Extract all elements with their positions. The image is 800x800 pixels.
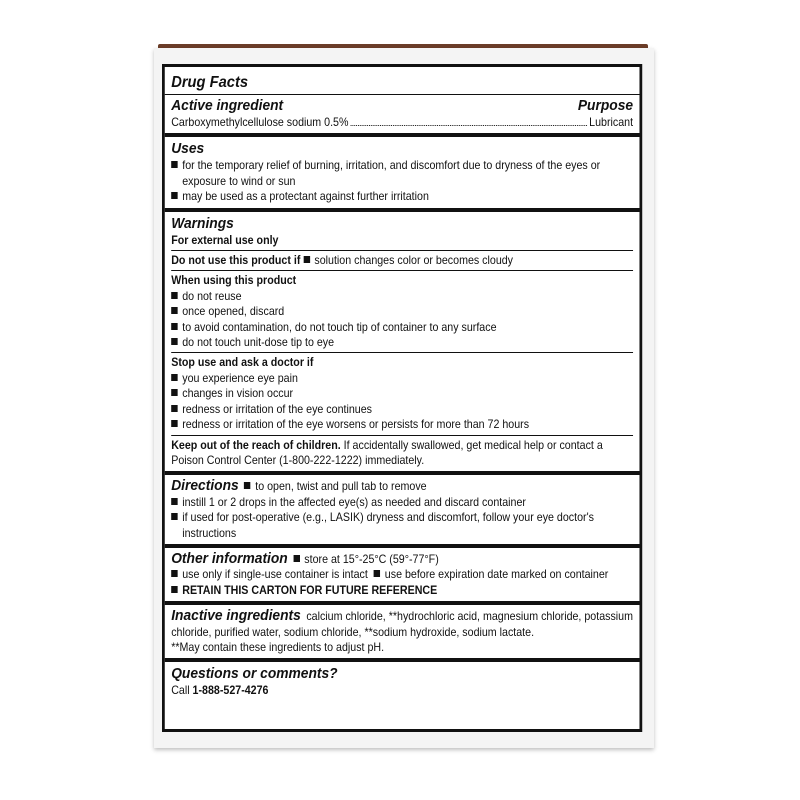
when-using-item: once opened, discard [171, 304, 633, 319]
external-use-warning: For external use only [171, 233, 279, 247]
directions-item: instill 1 or 2 drops in the affected eye(s) as needed and discard container [171, 495, 633, 510]
when-using-item: to avoid contamination, do not touch tip of container to any surface [171, 320, 633, 335]
drug-facts-title: Drug Facts [171, 74, 249, 91]
bullet-square-icon [171, 586, 177, 593]
other-info-row: RETAIN THIS CARTON FOR FUTURE REFERENCE [171, 583, 633, 598]
section-divider [165, 658, 640, 662]
bullet-square-icon [171, 513, 177, 520]
when-using-label: When using this product [171, 274, 297, 288]
uses-item: may be used as a protectant against further irritation [171, 189, 633, 204]
purpose-heading: Purpose [577, 97, 634, 114]
bullet-square-icon [171, 389, 177, 396]
bullet-square-icon [171, 338, 177, 345]
divider [165, 94, 640, 95]
do-not-use-row: Do not use this product if solution changes color or becomes cloudy [171, 254, 514, 268]
phone-number: 1-888-527-4276 [192, 684, 269, 698]
section-divider [165, 601, 640, 605]
active-header-row [171, 97, 633, 115]
section-divider [165, 208, 640, 212]
bullet-square-icon [374, 570, 380, 577]
other-information-heading: Other information [171, 549, 288, 567]
stop-use-label: Stop use and ask a doctor if [171, 356, 314, 370]
divider [171, 352, 633, 353]
bullet-square-icon [293, 555, 299, 562]
bullet-square-icon [171, 161, 177, 168]
bullet-square-icon [171, 307, 177, 314]
stop-use-item: changes in vision occur [171, 386, 633, 401]
stop-use-item: redness or irritation of the eye worsens or persists for more than 72 hours [171, 417, 633, 432]
active-ingredient-row [171, 115, 633, 130]
bullet-square-icon [171, 374, 177, 381]
bullet-square-icon [171, 420, 177, 427]
bullet-square-icon [171, 405, 177, 412]
other-info-first-row: Other information store at 15°-25°C (59°-77°F) [171, 549, 439, 567]
directions-first-row: Directions to open, twist and pull tab to remove [171, 477, 427, 495]
divider [171, 250, 633, 251]
stop-use-item: redness or irritation of the eye continues [171, 402, 633, 417]
inactive-ingredients: Inactive ingredients calcium chloride, **hydrochloric acid, magnesium chloride, potassium chloride, purified water, sodium chloride, **sodium hydroxide, sodium lactate. [171, 607, 633, 639]
bullet-square-icon [171, 498, 177, 505]
drug-facts-panel [162, 64, 642, 732]
section-divider [165, 133, 640, 137]
directions-heading: Directions [171, 477, 239, 495]
stop-use-item: you experience eye pain [171, 371, 633, 386]
bullet-square-icon [171, 192, 177, 199]
divider [171, 435, 633, 436]
inactive-ingredients-heading: Inactive ingredients [171, 607, 301, 625]
section-divider [165, 471, 640, 475]
dot-leader [350, 125, 587, 126]
directions-item: if used for post-operative (e.g., LASIK) dryness and discomfort, follow your eye doctor's instructions [171, 510, 633, 541]
questions-heading: Questions or comments? [171, 665, 338, 683]
active-ingredient-purpose: Lubricant [589, 116, 634, 129]
when-using-item: do not reuse [171, 289, 633, 304]
uses-heading: Uses [171, 140, 205, 158]
keep-out-of-reach: Keep out of the reach of children. If accidentally swallowed, get medical help or contact a Poison Control Center (1-800-222-1222) immediately. [171, 438, 603, 467]
bullet-square-icon [171, 570, 177, 577]
bullet-square-icon [303, 256, 309, 263]
section-divider [165, 544, 640, 548]
active-ingredient-name: Carboxymethylcellulose sodium 0.5% [171, 116, 349, 129]
bullet-square-icon [171, 323, 177, 330]
questions-call: Call 1-888-527-4276 [171, 684, 269, 698]
warnings-heading: Warnings [171, 214, 234, 232]
bullet-square-icon [171, 292, 177, 299]
other-info-row: use only if single-use container is intact use before expiration date marked on container [171, 567, 633, 582]
inactive-note: **May contain these ingredients to adjust pH. [171, 640, 385, 654]
uses-item: for the temporary relief of burning, irritation, and discomfort due to dryness of the eyes or exposure to wind or sun [171, 158, 633, 189]
when-using-item: do not touch unit-dose tip to eye [171, 335, 633, 350]
bullet-square-icon [244, 482, 250, 489]
divider [171, 270, 633, 271]
active-ingredient-heading: Active ingredient [171, 97, 284, 114]
